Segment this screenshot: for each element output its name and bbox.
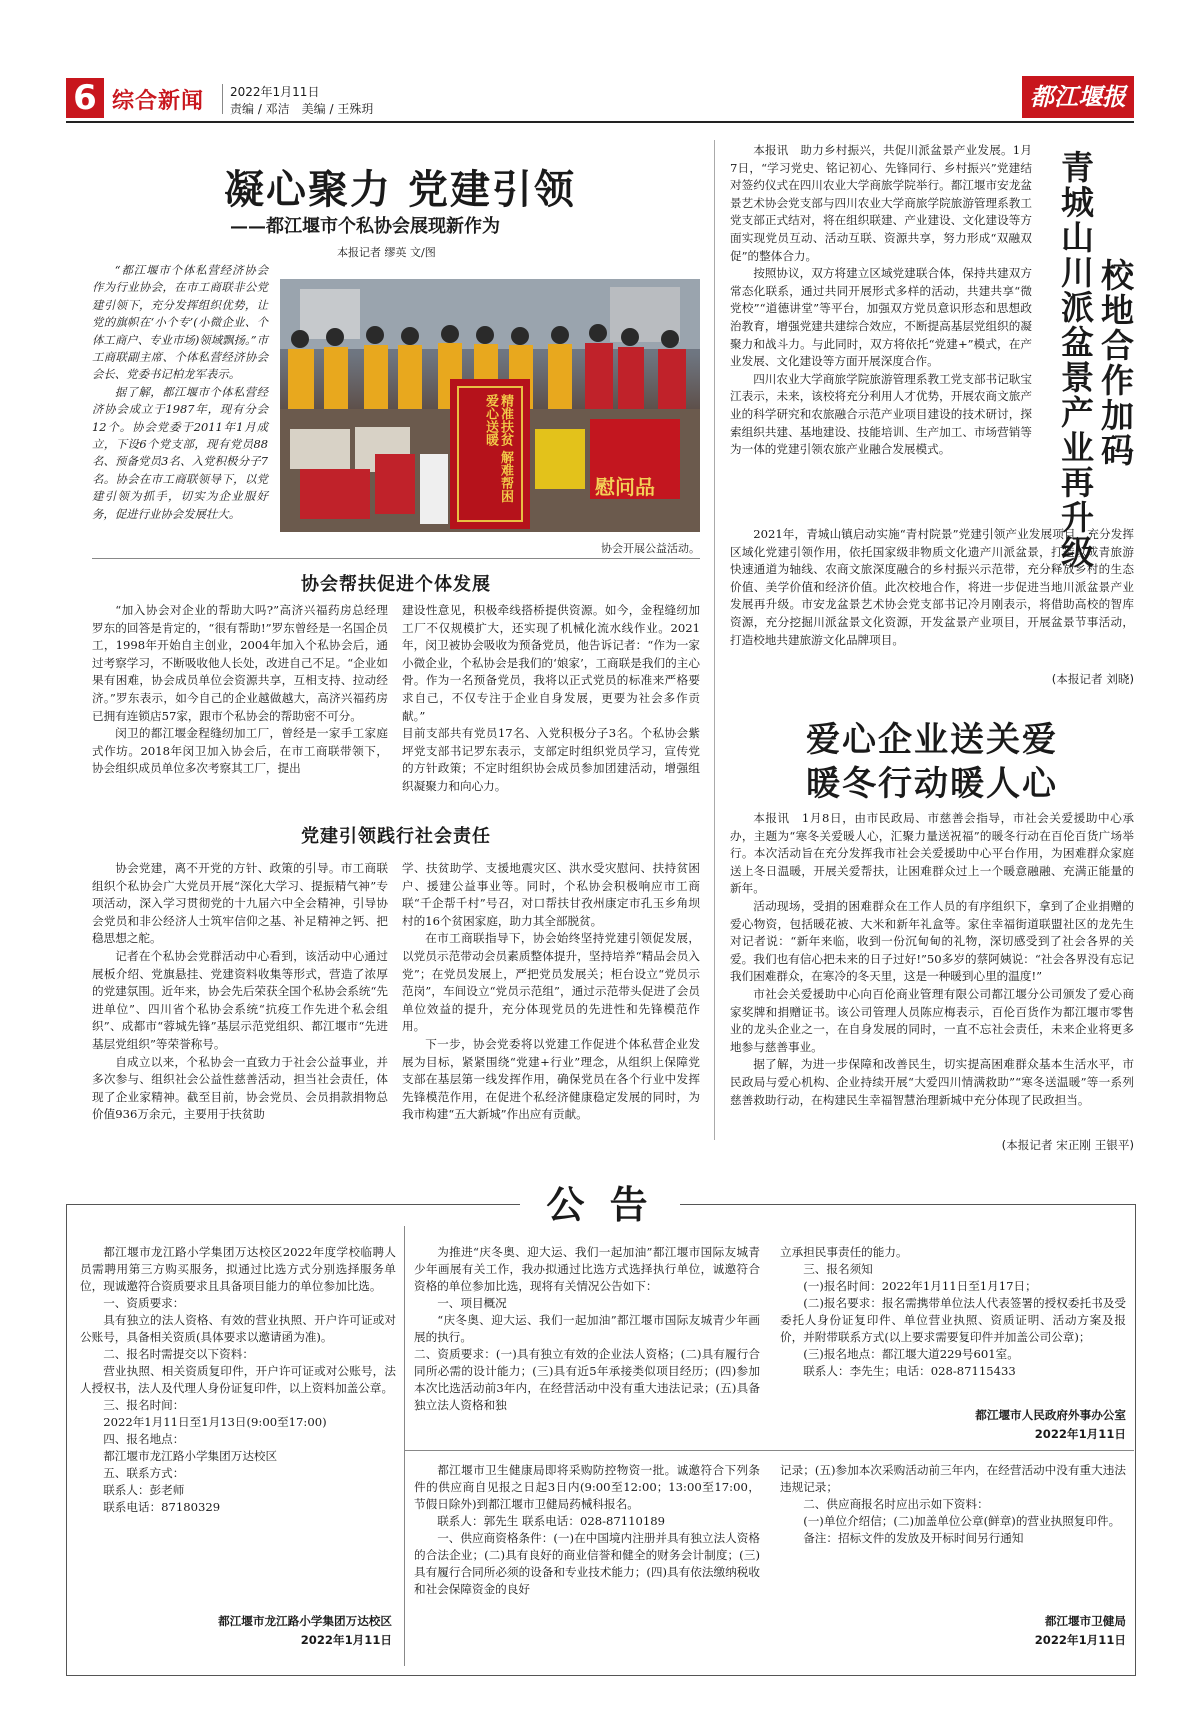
paragraph: 下一步，协会党委将以党建工作促进个体私营企业发展为目标，紧紧围绕“党建+行业”理念，从组织上保障党支部在基层第一线发挥作用，确保党员在各个行业中发挥先锋模范作用，在促进个私经济健康稳定发展的同时，为我市构建“五大新城”作出应有贡献。 <box>402 1036 700 1122</box>
paragraph: 活动现场，受捐的困难群众在工作人员的有序组织下，拿到了企业捐赠的爱心物资，包括暖花被、大米和新年礼盒等。家住幸福街道联盟社区的龙先生对记者说：“新年来临，收到一份沉甸甸的礼物，深切感受到了社会各界的关爱。我们也有信心把未来的日子过好!”50多岁的蔡阿姨说：“社会各界没有忘记我们困难群众，在寒冷的冬天里，这是一种暖到心里的温度!” <box>730 898 1134 984</box>
paragraph: 二、资质要求：(一)具有独立有效的企业法人资格；(二)具有履行合同所必需的设计能力；(三)具有近5年承接类似项目经历；(四)参加本次比选活动前3年内，在经营活动中没有重大违法记录；(五)具备独立法人资格和独 <box>414 1347 760 1412</box>
paragraph: 学、扶贫助学、支援地震灾区、洪水受灾慰问、扶持贫困户、援建公益事业等。同时，个私协会积极响应市工商联“千企帮千村”号召，对口帮扶甘孜州康定市孔玉乡角坝村的16个贫困家庭，助力其全部脱贫。 <box>402 861 700 928</box>
paragraph: (一)报名时间：2022年1月11日至1月17日； <box>803 1279 1037 1293</box>
header-divider <box>222 84 223 114</box>
paragraph: 2021年，青城山镇启动实施“青村院景”党建引领产业发展项目，充分发挥区域化党建引领作用，依托国家级非物质文化遗产川派盆景，打造以成青旅游快速通道为轴线、农商文旅深度融合的乡村振兴示范带，充分释放乡村的生态价值、美学价值和经济价值。此次校地合作，将进一步促进当地川派盆景产业发展再升级。市安龙盆景艺术协会党支部书记冷月刚表示，将借助高校的智库资源，充分挖掘川派盆景文化资源，开发盆景产业项目，开展盆景节事活动，打造校地共建旅游文化品牌项目。 <box>730 527 1134 647</box>
notices-title: 公 告 <box>520 1182 680 1228</box>
notice1-body <box>80 1244 396 1516</box>
notice2-signer: 都江堰市人民政府外事办公室 <box>975 1408 1126 1422</box>
article1-section2-col1 <box>92 860 388 1124</box>
paragraph: 一、项目概况 <box>437 1296 507 1310</box>
photo-caption: 协会开展公益活动。 <box>601 542 700 555</box>
paragraph: (二)报名要求：报名需携带单位法人代表签署的授权委托书及受委托人身份证复印件、单位营业执照、资质证明、活动方案及报价，并附带联系方式(以上要求需要复印件并加盖公司公章)； <box>780 1296 1126 1344</box>
column-divider <box>714 140 715 1140</box>
paragraph: 记者在个私协会党群活动中心看到，该活动中心通过展板介绍、党旗悬挂、党建资料收集等形式，营造了浓厚的党建氛围。近年来，协会先后荣获全国个私协会系统“先进单位”、四川省个私协会系统“抗疫工作先进个私会组织”、成都市“蓉城先锋”基层示范党组织、都江堰市“先进基层党组织”等荣誉称号。 <box>92 948 388 1051</box>
notice3-date: 2022年1月11日 <box>1034 1633 1126 1647</box>
photo-banner-text: 精准扶贫 解难帮困 爱心送暖 <box>483 394 513 503</box>
paragraph: 目前支部共有党员17名、入党积极分子3名。个私协会紫坪党支部书记罗东表示，支部定时组织党员学习，宣传党的方针政策；不定时组织协会成员参加团建活动，增强组织凝聚力和向心力。 <box>402 726 700 793</box>
notice1-date: 2022年1月11日 <box>300 1633 392 1647</box>
paragraph: “加入协会对企业的帮助大吗?”高济兴福药房总经理罗东的回答是肯定的，“很有帮助!”罗东曾经是一名国企员工，1998年开始自主创业，2004年加入个私协会后，通过考察学习，不断吸收他人长处，改进自己不足。“企业如果有困难，协会成员单位会资源共享，互相支持、拉动经济。”罗东表示，如今自己的企业越做越大，高济兴福药房已拥有连锁店57家，跟市个私协会的帮助密不可分。 <box>92 603 388 723</box>
lead-paragraph: “都江堰市个体私营经济协会作为行业协会，在市工商联非公党建引领下，充分发挥组织优势，让党的旗帜在‘小个专’(小微企业、个体工商户、专业市场)领域飘扬。”市工商联副主席、个体私营经济协会会长、党委书记柏龙军表示。 <box>92 263 268 382</box>
notice2-date: 2022年1月11日 <box>1034 1427 1126 1441</box>
paragraph: 按照协议，双方将建立区域党建联合体，保持共建双方常态化联系，通过共同开展形式多样的活动，共建共享“微党校”“道德讲堂”等平台，加强双方党员意识形态和思想政治教育，增强党建共建综合效应，不断提高基层党组织的凝聚力和战斗力。与此同时，双方将依托“党建+”模式，在产业发展、文化建设等方面开展深度合作。 <box>730 266 1032 369</box>
paragraph: 四川农业大学商旅学院旅游管理系教工党支部书记耿宝江表示，未来，该校将充分利用人才优势，开展农商文旅产业的科学研究和农旅融合示范产业项目建设的技术研讨，探索组织共建、基地建设、技能培训、生产加工、市场营销等为一体的党建引领农旅产业融合发展模式。 <box>730 371 1032 457</box>
article2-body <box>730 142 1032 459</box>
paragraph: 联系电话：87180329 <box>103 1500 221 1514</box>
paragraph: 2022年1月11日至1月13日(9:00至17:00) <box>103 1415 327 1429</box>
article1-subhead-1: 协会帮扶促进个体发展 <box>301 574 491 595</box>
lead-paragraph: 据了解，都江堰市个体私营经济协会成立于1987年，现有分会12个。协会党委于2011年1月成立，下设6个党支部，现有党员88名、预备党员3名、入党积极分子7名。协会在市工商联领导下，以党建引领为抓手，切实为企业服好务，促进行业协会发展壮大。 <box>92 384 268 521</box>
article1-subtitle: ——都江堰市个私协会展现新作为 <box>230 216 500 237</box>
editors: 责编 / 邓洁 美编 / 王殊玥 <box>230 102 374 116</box>
section-name: 综合新闻 <box>112 89 205 114</box>
paragraph: 建设性意见，积极牵线搭桥提供资源。如今，金程缝纫加工厂不仅规模扩大，还实现了机械化流水线作业。2021年，闵卫被协会吸收为预备党员，他告诉记者：“作为一家小微企业，个私协会是我们的‘娘家’，工商联是我们的主心骨。作为一名预备党员，我将以正式党员的标准来严格要求自己，不仅专注于企业自身发展，更要为社会多作贡献。” <box>402 603 700 723</box>
paragraph: 为推进“庆冬奥、迎大运、我们一起加油”都江堰市国际友城青少年画展有关工作，我办拟通过比选方式选择执行单位，诚邀符合资格的单位参加比选，现将有关情况公告如下： <box>414 1245 760 1293</box>
notice-divider-horizontal <box>404 1450 1134 1451</box>
article2-signature: (本报记者 刘晓) <box>1051 672 1134 686</box>
article1-section2-col2 <box>402 860 700 1124</box>
notice3-signer: 都江堰市卫健局 <box>1044 1614 1126 1628</box>
paragraph: 联系人：彭老师 <box>103 1483 185 1497</box>
paragraph: 二、报名时需提交以下资料： <box>103 1347 254 1361</box>
paragraph: (一)单位介绍信；(二)加盖单位公章(鲜章)的营业执照复印件。 <box>803 1514 1121 1528</box>
paragraph: 一、供应商资格条件：(一)在中国境内注册并具有独立法人资格的合法企业；(二)具有良好的商业信誉和健全的财务会计制度；(三)具有履行合同所必须的设备和专业技术能力；(四)具有依法缴纳税收和社会保障资金的良好 <box>414 1531 760 1596</box>
paragraph: 一、资质要求： <box>103 1296 185 1310</box>
notice3-col1 <box>414 1462 760 1598</box>
paragraph: 都江堰市龙江路小学集团万达校区 <box>103 1449 278 1463</box>
paper-logo: 都江堰报 <box>1022 76 1134 118</box>
article2-body-continued <box>730 526 1134 649</box>
masthead-rule <box>66 121 1134 123</box>
article1-lead <box>92 262 268 523</box>
paragraph: 记录；(五)参加本次采购活动前三年内，在经营活动中没有重大违法违规记录； <box>780 1463 1126 1494</box>
notice2-col1 <box>414 1244 760 1414</box>
paragraph: (三)报名地点：都江堰大道229号601室。 <box>803 1347 1019 1361</box>
page-number-badge: 6 <box>66 78 104 118</box>
notice1-signer: 都江堰市龙江路小学集团万达校区 <box>218 1614 392 1628</box>
paragraph: 都江堰市龙江路小学集团万达校区2022年度学校临聘人员需聘用第三方购买服务，拟通过比选方式分别选择服务单位，现诚邀符合资质要求且具备项目能力的单位参加比选。 <box>80 1245 396 1293</box>
article1-section1-col1 <box>92 602 388 778</box>
paragraph: 三、报名时间： <box>103 1398 185 1412</box>
paragraph: 备注：招标文件的发放及开标时间另行通知 <box>803 1531 1024 1545</box>
notice-divider-vertical <box>404 1226 405 1666</box>
paragraph: 协会党建，离不开党的方针、政策的引导。市工商联组织个私协会广大党员开展“深化大学习、提振精气神”专项活动，深入学习贯彻党的十九届六中全会精神，引导协会党员和非公经济人士筑牢信仰之基、补足精神之钙、把稳思想之舵。 <box>92 861 388 946</box>
notice3-col2 <box>780 1462 1126 1547</box>
article1-subhead-2: 党建引领践行社会责任 <box>301 826 491 847</box>
paragraph: 都江堰市卫生健康局即将采购防控物资一批。诚邀符合下列条件的供应商自见报之日起3日内(9:00至12:00；13:00至17:00，节假日除外)到都江堰市卫健局药械科报名。 <box>414 1463 760 1511</box>
paragraph: 联系人：郭先生 联系电话：028-87110189 <box>437 1514 666 1528</box>
event-photo <box>280 279 700 532</box>
paragraph: 营业执照、相关资质复印件，开户许可证或对公账号，法人授权书，法人及代理人身份证复印件，以上资料加盖公章。 <box>80 1364 396 1395</box>
issue-date: 2022年1月11日 <box>230 85 320 99</box>
article3-body <box>730 810 1134 1109</box>
paragraph: 二、供应商报名时应出示如下资料： <box>803 1497 989 1511</box>
article3-headline-line2: 暖冬行动暖人心 <box>806 764 1058 804</box>
section-rule <box>92 558 700 559</box>
paragraph: 在市工商联指导下，协会始终坚持党建引领促发展，以党员示范带动会员素质整体提升，坚持培养“精品会员入党”；在党员发展上，严把党员发展关；柜台设立“党员示范岗”，车间设立“党员示范组”，通过示范带头促进了会员单位效益的提升，充分体现党员的先进性和先锋模范作用。 <box>402 931 700 1034</box>
paragraph: 四、报名地点： <box>103 1432 185 1446</box>
paragraph: 五、联系方式： <box>103 1466 185 1480</box>
paragraph: 自成立以来，个私协会一直致力于社会公益事业，并多次参与、组织社会公益性慈善活动，担当社会责任，体现了企业家精神。截至目前，协会党员、会员捐款捐物总价值936万余元，主要用于扶贫助 <box>92 1054 388 1122</box>
paragraph: 闵卫的都江堰金程缝纫加工厂，曾经是一家手工家庭式作坊。2018年闵卫加入协会后，在市工商联带领下，协会组织成员单位多次考察其工厂，提出 <box>92 726 388 776</box>
paragraph: 联系人：李先生；电话：028-87115433 <box>803 1364 1016 1378</box>
article1-byline: 本报记者 缪英 文/图 <box>337 246 436 259</box>
article1-section1-col2 <box>402 602 700 796</box>
paragraph: 市社会关爱援助中心向百伦商业管理有限公司都江堰分公司颁发了爱心商家奖牌和捐赠证书。该公司管理人员陈应梅表示，百伦百货作为都江堰市零售业的龙头企业之一，在自身发展的同时，一直不忘社会责任，未来企业将更多地参与慈善事业。 <box>730 986 1134 1054</box>
article2-headline-secondary: 校地合作加码 <box>1096 258 1135 468</box>
paragraph: 本报讯 1月8日，由市民政局、市慈善会指导，市社会关爱援助中心承办，主题为“寒冬关爱暖人心，汇聚力量送祝福”的暖冬行动在百伦百货广场举行。本次活动旨在充分发挥我市社会关爱援助中心平台作用，为困难群众家庭送上冬日温暖，开展关爱帮扶，让困难群众过上一个暖意融融、充满正能量的新年。 <box>730 811 1134 896</box>
paragraph: “庆冬奥、迎大运、我们一起加油”都江堰市国际友城青少年画展的执行。 <box>414 1313 760 1344</box>
notice2-col2 <box>780 1244 1126 1380</box>
article3-headline-line1: 爱心企业送关爱 <box>806 720 1058 760</box>
article1-headline: 凝心聚力 党建引领 <box>224 166 576 213</box>
paragraph: 具有独立的法人资格、有效的营业执照、开户许可证或对公账号，具备相关资质(具体要求以邀请函为准)。 <box>80 1313 396 1344</box>
article3-signature: (本报记者 宋正刚 王银平) <box>1001 1138 1134 1152</box>
paragraph: 三、报名须知 <box>803 1262 873 1276</box>
paragraph: 立承担民事责任的能力。 <box>780 1245 908 1259</box>
paragraph: 本报讯 助力乡村振兴，共促川派盆景产业发展。1月7日，“学习党史、铭记初心、先锋同行、乡村振兴”党建结对签约仪式在四川农业大学商旅学院举行。都江堰市安龙盆景艺术协会党支部与四川农业大学商旅学院旅游管理系教工党支部正式结对，将在组织联建、产业建设、文化建设等方面实现党员互动、活动互联、资源共享，努力形成“双融双促”的整体合力。 <box>730 143 1032 263</box>
photo-sign-text: 慰问品 <box>595 475 655 499</box>
article2-headline-main: 青城山川派盆景产业再升级 <box>1056 150 1095 570</box>
paragraph: 据了解，为进一步保障和改善民生，切实提高困难群众基本生活水平，市民政局与爱心机构、企业持续开展“大爱四川情满救助”“寒冬送温暖”等一系列慈善救助行动，在构建民生幸福智慧治理新城中充分体现了民政担当。 <box>730 1057 1134 1107</box>
